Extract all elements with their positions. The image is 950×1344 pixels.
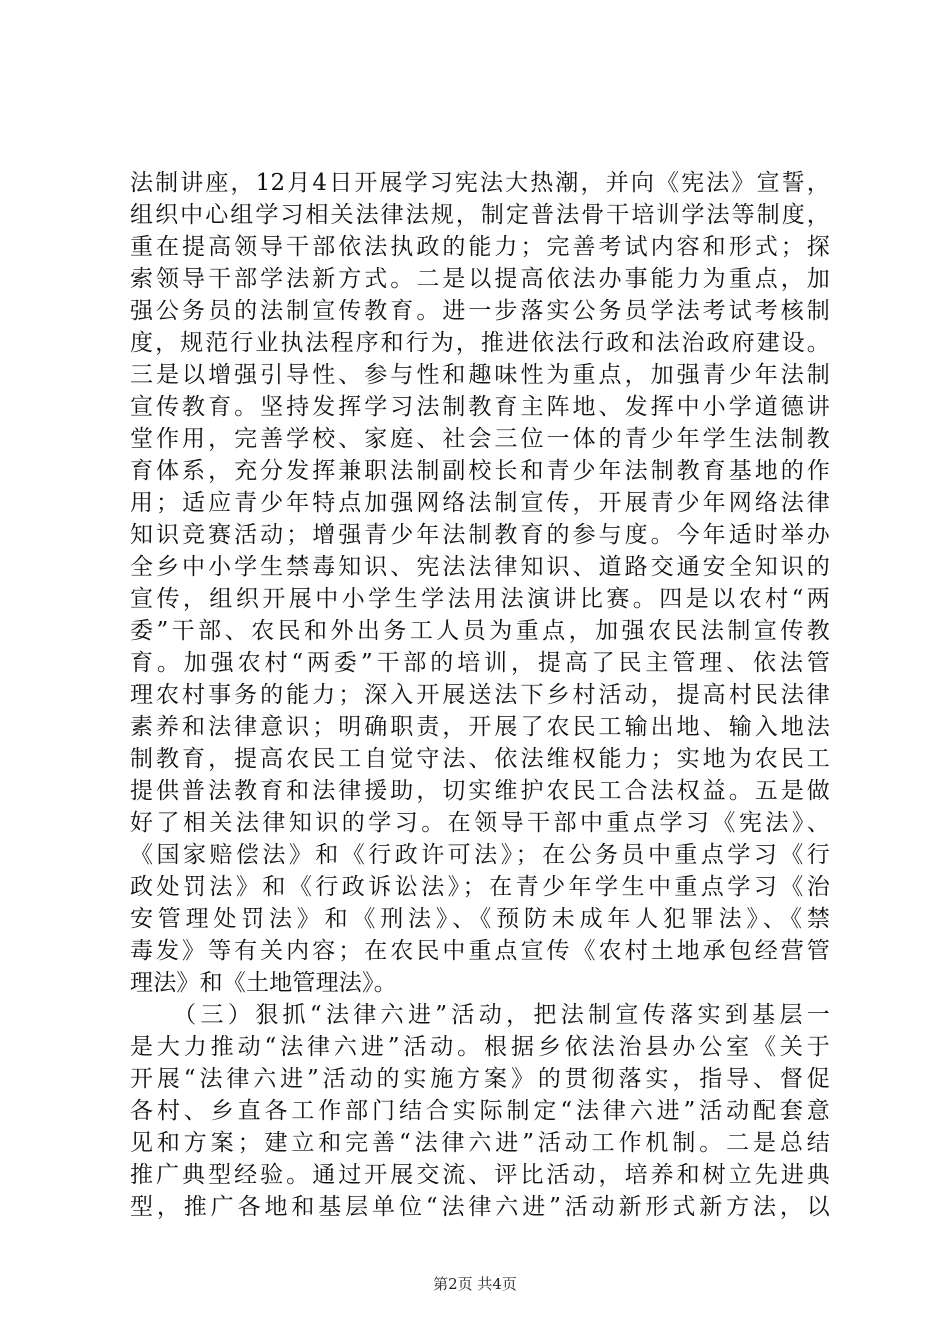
text-line: 委”干部、农民和外出务工人员为重点，加强农民法制宣传教 bbox=[130, 618, 830, 644]
text-line: 《国家赔偿法》和《行政许可法》；在公务员中重点学习《行 bbox=[130, 842, 830, 868]
text-line: 用；适应青少年特点加强网络法制宣传，开展青少年网络法律 bbox=[130, 490, 830, 516]
text-line: 法制讲座，12月4日开展学习宪法大热潮，并向《宪法》宣誓， bbox=[130, 170, 830, 196]
text-line: 毒发》等有关内容；在农民中重点宣传《农村土地承包经营管 bbox=[130, 938, 830, 964]
body-text bbox=[130, 167, 830, 1223]
text-line: 好了相关法律知识的学习。在领导干部中重点学习《宪法》、 bbox=[130, 810, 830, 836]
section-heading-line: （三）狠抓“法律六进”活动，把法制宣传落实到基层一 bbox=[130, 1002, 830, 1028]
text-line: 推广典型经验。通过开展交流、评比活动，培养和树立先进典 bbox=[130, 1162, 830, 1188]
page-footer: 第2页 共4页 bbox=[433, 1275, 517, 1293]
text-line: 宣传教育。坚持发挥学习法制教育主阵地、发挥中小学道德讲 bbox=[130, 394, 830, 420]
text-line: 组织中心组学习相关法律法规，制定普法骨干培训学法等制度， bbox=[130, 202, 830, 228]
text-line: 全乡中小学生禁毒知识、宪法法律知识、道路交通安全知识的 bbox=[130, 554, 830, 580]
text-line: 重在提高领导干部依法执政的能力；完善考试内容和形式；探 bbox=[130, 234, 830, 260]
text-line: 政处罚法》和《行政诉讼法》；在青少年学生中重点学习《治 bbox=[130, 874, 830, 900]
text-line: 各村、乡直各工作部门结合实际制定“法律六进”活动配套意 bbox=[130, 1098, 830, 1124]
text-line: 是大力推动“法律六进”活动。根据乡依法治县办公室《关于 bbox=[130, 1034, 830, 1060]
text-line: 宣传，组织开展中小学生学法用法演讲比赛。四是以农村“两 bbox=[130, 586, 830, 612]
text-line: 安管理处罚法》和《刑法》、《预防未成年人犯罪法》、《禁 bbox=[130, 906, 830, 932]
text-line: 知识竞赛活动；增强青少年法制教育的参与度。今年适时举办 bbox=[130, 522, 830, 548]
text-line: 开展“法律六进”活动的实施方案》的贯彻落实，指导、督促 bbox=[130, 1066, 830, 1092]
text-line: 育体系，充分发挥兼职法制副校长和青少年法制教育基地的作 bbox=[130, 458, 830, 484]
text-line: 理农村事务的能力；深入开展送法下乡村活动，提高村民法律 bbox=[130, 682, 830, 708]
text-line: 型，推广各地和基层单位“法律六进”活动新形式新方法，以 bbox=[130, 1194, 830, 1220]
text-line: 见和方案；建立和完善“法律六进”活动工作机制。二是总结 bbox=[130, 1130, 830, 1156]
paragraph-end-line: 理法》和《土地管理法》。 bbox=[130, 970, 397, 996]
text-line: 强公务员的法制宣传教育。进一步落实公务员学法考试考核制 bbox=[130, 298, 830, 324]
text-line: 提供普法教育和法律援助，切实维护农民工合法权益。五是做 bbox=[130, 778, 830, 804]
text-line: 素养和法律意识；明确职责，开展了农民工输出地、输入地法 bbox=[130, 714, 830, 740]
text-line: 三是以增强引导性、参与性和趣味性为重点，加强青少年法制 bbox=[130, 362, 830, 388]
text-line: 索领导干部学法新方式。二是以提高依法办事能力为重点，加 bbox=[130, 266, 830, 292]
text-line: 度，规范行业执法程序和行为，推进依法行政和法治政府建设。 bbox=[130, 330, 830, 356]
text-line: 育。加强农村“两委”干部的培训，提高了民主管理、依法管 bbox=[130, 650, 830, 676]
text-line: 制教育，提高农民工自觉守法、依法维权能力；实地为农民工 bbox=[130, 746, 830, 772]
text-line: 堂作用，完善学校、家庭、社会三位一体的青少年学生法制教 bbox=[130, 426, 830, 452]
